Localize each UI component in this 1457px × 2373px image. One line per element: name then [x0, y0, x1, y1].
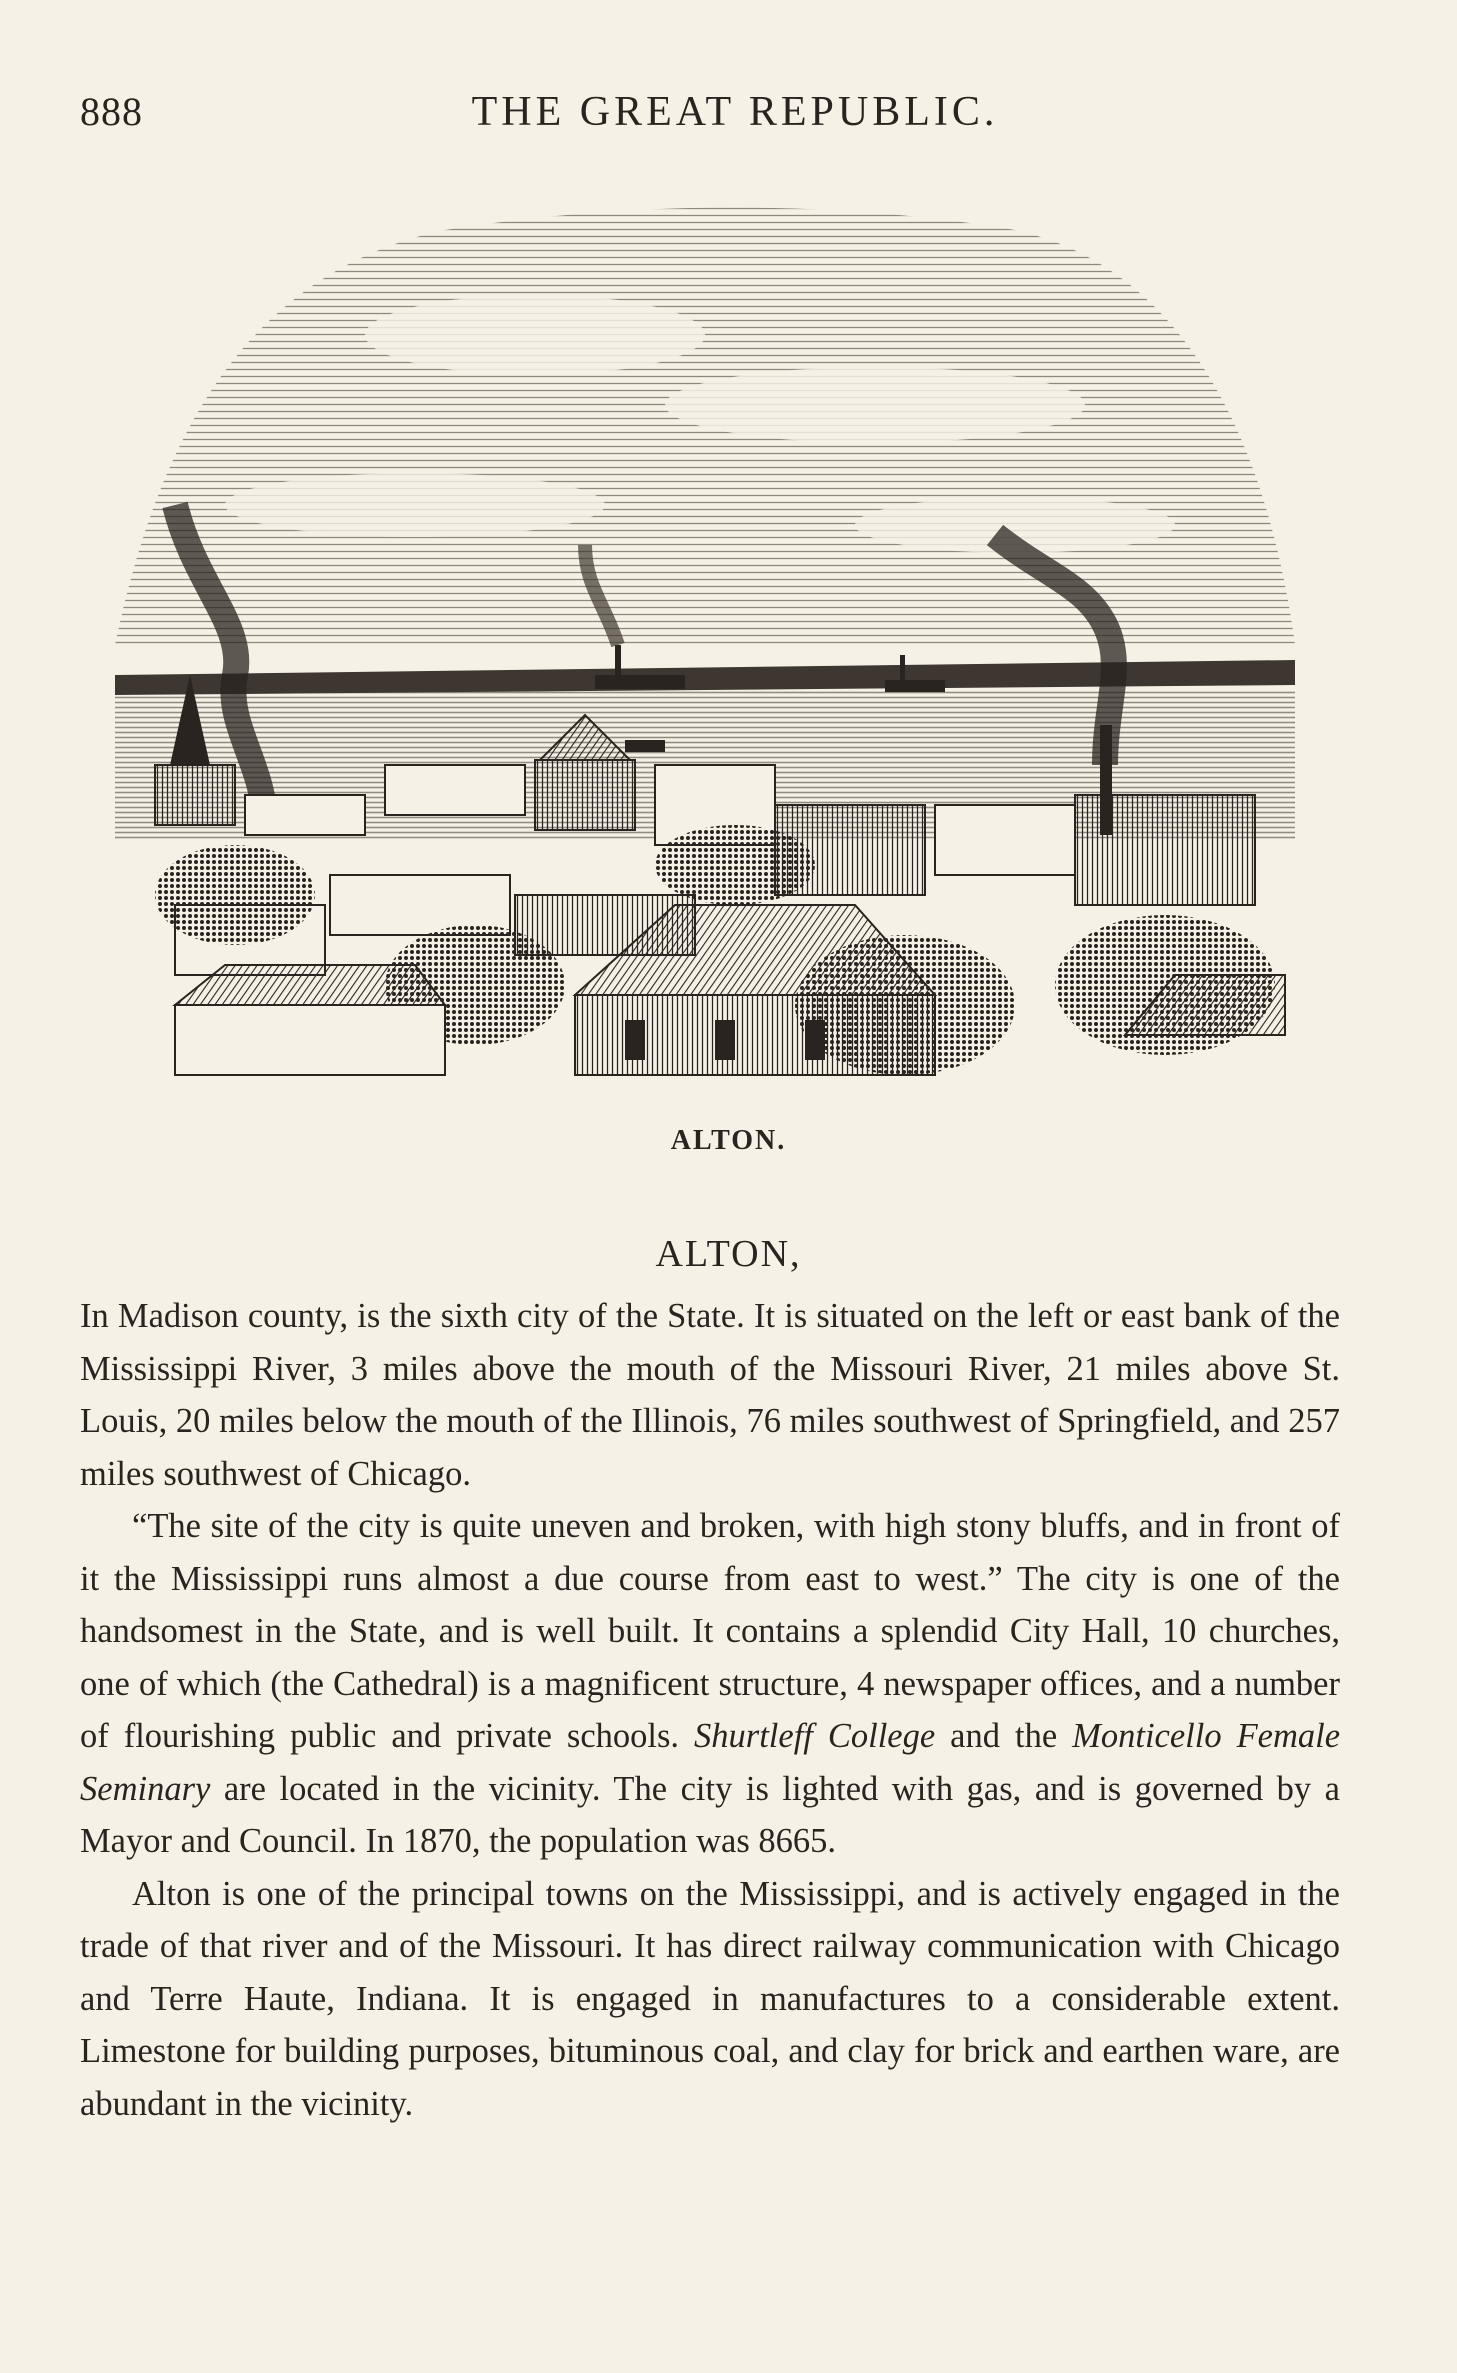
cloud — [365, 295, 705, 375]
shurtleff-college: Shurtleff College — [694, 1717, 936, 1755]
paragraph-description-text-c: are located in the vicinity. The city is lighted with gas, and is governed by a Mayor and Council. In 1870, the population was 8665. — [80, 1769, 1340, 1860]
paragraph-trade: Alton is one of the principal towns on the Mississippi, and is actively engaged in the trade of that river and of the Missouri. It has direct railway communication with Chicago and Terre Haute, Indiana. It is engaged in manufactures to a considerable extent. Limestone for building purposes, bituminous coal, and clay for brick and earthen ware, are abundant in the vicinity. — [80, 1874, 1340, 2123]
cloud — [225, 473, 605, 537]
paragraph-description-text-a: “The site of the city is quite uneven and broken, with high stony bluffs, and in front of it the Mississippi runs almost a due course from east to west.” The city is one of the handsomest in the State, and is well built. It contains a splendid City Hall, 10 churches, one of which (the Cathedral) is a magnificent structure, 4 newspaper offices, and a number of flourishing public and private schools. — [80, 1507, 1340, 1755]
steamboat-center — [625, 740, 665, 752]
running-head: THE GREAT REPUBLIC. — [471, 89, 999, 135]
paragraph-description-text-b: and the — [935, 1717, 1073, 1755]
page-number: 888 — [80, 89, 143, 134]
article-body — [80, 1290, 1340, 2130]
section-title: ALTON, — [655, 1233, 802, 1275]
alton-engraving — [115, 205, 1295, 1085]
paragraph-location: In Madison county, is the sixth city of the State. It is situated on the left or east bank of the Mississippi River, 3 miles above the mouth of the Missouri River, 21 miles above St. Louis, 20 miles below the mouth of the Illinois, 76 miles southwest of Springfield, and 257 miles southwest of Chicago. — [80, 1297, 1340, 1493]
page-header — [80, 88, 1390, 148]
paragraph-description — [80, 1500, 1340, 1868]
illustration-caption: ALTON. — [670, 1125, 787, 1156]
cloud — [665, 367, 1085, 443]
monticello-seminary: Monticello Female Seminary — [80, 1717, 1341, 1808]
